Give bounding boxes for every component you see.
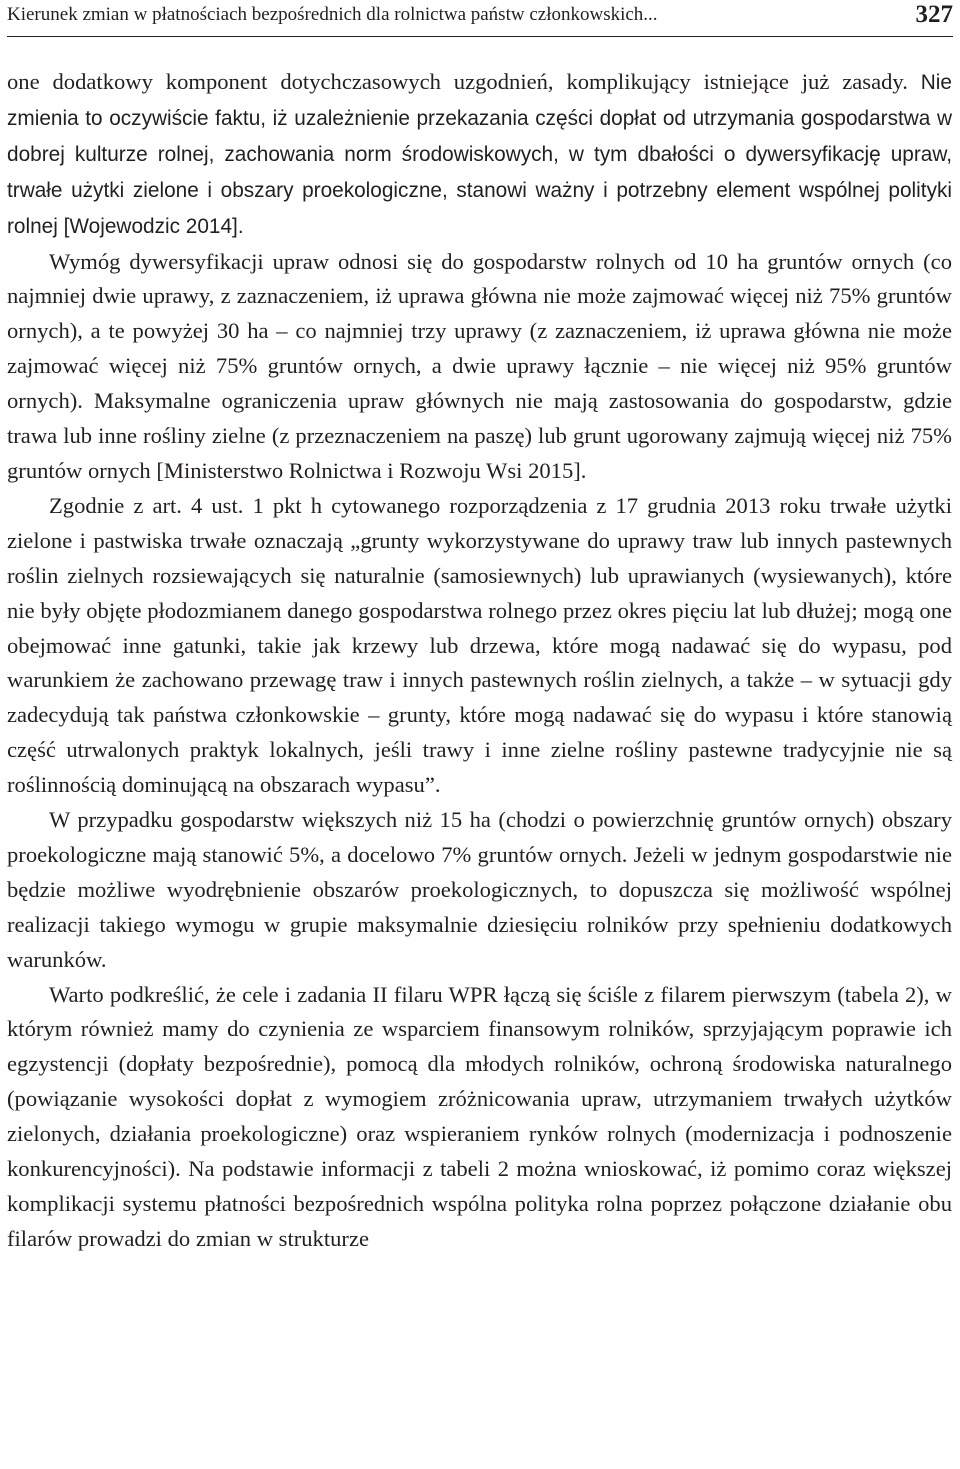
- paragraph-1-continuation: Nie zmienia to oczywiście faktu, iż uzależnienie przekazania części dopłat od utrzymania gospodarstwa w dobrej kulturze rolnej, zachowania norm środowiskowych, w tym dbałości o dywersyfikację upraw, trwałe użytki zielone i obszary proekologiczne, stanowi ważny i potrzebny element wspólnej polityki rolnej [Wojewodzic 2014].: [7, 71, 952, 238]
- paragraph-3: Zgodnie z art. 4 ust. 1 pkt h cytowanego rozporządzenia z 17 grudnia 2013 roku trwałe użytki zielone i pastwiska trwałe oznaczają „grunty wykorzystywane do uprawy traw lub innych pastewnych roślin zielnych rozsiewających się naturalnie (samosiewnych) lub uprawianych (wysiewanych), które nie były objęte płodozmianem danego gospodarstwa rolnego przez okres pięciu lat lub dłużej; mogą one obejmować inne gatunki, takie jak krzewy lub drzewa, które mogą nadawać się do wypasu, pod warunkiem że zachowano przewagę traw i innych pastewnych roślin zielnych, a także – w sytuacji gdy zadecydują tak państwa członkowskie – grunty, które mogą nadawać się do wypasu i które stanowią część utrwalonych praktyk lokalnych, jeśli trawy i inne zielne rośliny pastewne tradycyjnie nie są roślinnością dominującą na obszarach wypasu”.: [7, 492, 952, 798]
- paragraph-2: Wymóg dywersyfikacji upraw odnosi się do gospodarstw rolnych od 10 ha gruntów ornych (co najmniej dwie uprawy, z zaznaczeniem, iż uprawa główna nie może zajmować więcej niż 75% gruntów ornych), a te powyżej 30 ha – co najmniej trzy uprawy (z zaznaczeniem, iż uprawa główna nie może zajmować więcej niż 75% gruntów ornych, a dwie uprawy łącznie – nie więcej niż 95% gruntów ornych). Maksymalne ograniczenia upraw głównych nie mają zastosowania do gospodarstw, gdzie trawa lub inne rośliny zielne (z przeznaczeniem na paszę) lub grunt ugorowany zajmują więcej niż 75% gruntów ornych [Ministerstwo Rolnictwa i Rozwoju Wsi 2015].: [7, 248, 952, 483]
- running-header-title: Kierunek zmian w płatnościach bezpośrednich dla rolnictwa państw członkowskich...: [7, 4, 658, 25]
- running-header: [7, 0, 953, 33]
- paragraph-1: [7, 65, 952, 245]
- body-text: [7, 65, 952, 1257]
- paragraph-1-lead: one dodatkowy komponent dotychczasowych uzgodnień, komplikujący istniejące już zasady.: [7, 69, 921, 94]
- paragraph-4: W przypadku gospodarstw większych niż 15 ha (chodzi o powierzchnię gruntów ornych) obszary proekologiczne mają stanowić 5%, a docelowo 7% gruntów ornych. Jeżeli w jednym gospodarstwie nie będzie możliwe wyodrębnienie obszarów proekologicznych, to dopuszcza się możliwość wspólnej realizacji takiego wymogu w grupie maksymalnie dziesięciu rolników przy spełnieniu dodatkowych warunków.: [7, 807, 952, 972]
- header-rule: [7, 36, 953, 37]
- page-number: 327: [915, 1, 953, 28]
- paragraph-5: Warto podkreślić, że cele i zadania II filaru WPR łączą się ściśle z filarem pierwszym (tabela 2), w którym również mamy do czynienia ze wsparciem finansowym rolników, sprzyjającym poprawie ich egzystencji (dopłaty bezpośrednie), pomocą dla młodych rolników, ochroną środowiska naturalnego (powiązanie wysokości dopłat z wymogiem zróżnicowania upraw, utrzymaniem trwałych użytków zielonych, działania proekologiczne) oraz wspieraniem rynków rolnych (modernizacja i podnoszenie konkurencyjności). Na podstawie informacji z tabeli 2 można wnioskować, iż pomimo coraz większej komplikacji systemu płatności bezpośrednich wspólna polityka rolna poprzez połączone działanie obu filarów prowadzi do zmian w strukturze: [7, 981, 952, 1251]
